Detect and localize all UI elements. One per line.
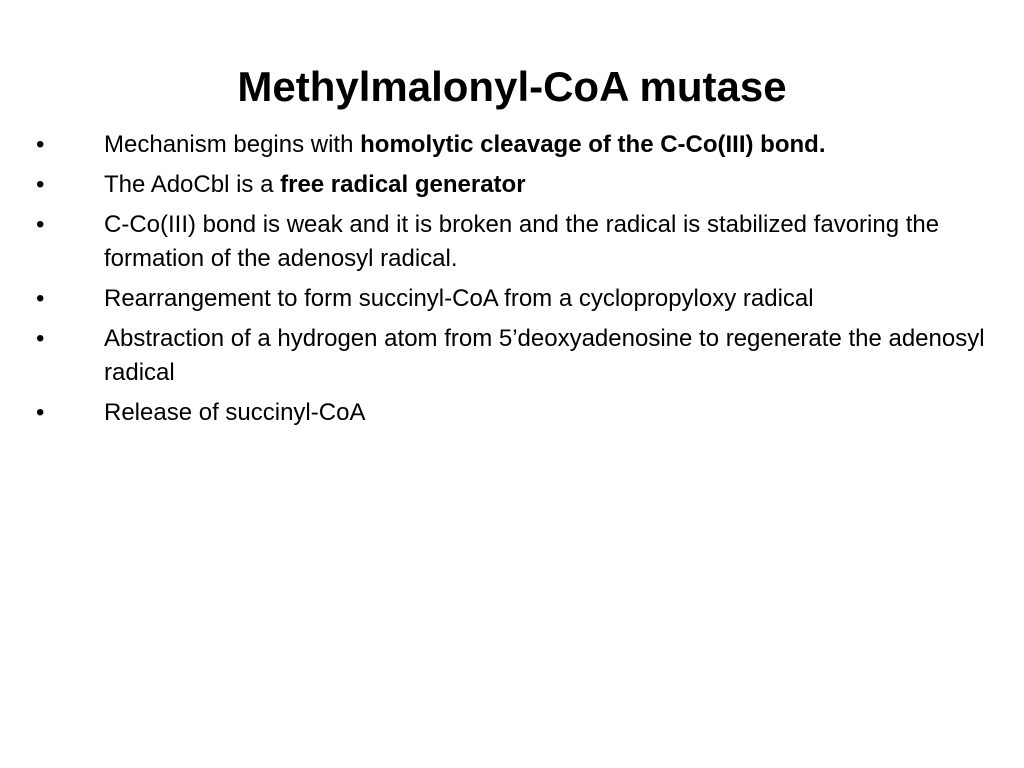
bullet-marker: • (36, 285, 45, 312)
slide-title: Methylmalonyl-CoA mutase (237, 63, 787, 110)
bullet-item (0, 282, 1024, 316)
bullet-bold-text: free radical generator (280, 171, 526, 198)
bullet-bold-text: homolytic cleavage of the C-Co(III) bond. (360, 131, 826, 158)
bullet-marker: • (36, 211, 45, 238)
bullet-marker: • (36, 131, 45, 158)
bullet-item (0, 128, 1024, 162)
bullet-text: C-Co(III) bond is weak and it is broken and the radical is stabilized favoring the formation of the adenosyl radical. (104, 211, 940, 272)
bullet-item (0, 168, 1024, 202)
bullet-item (0, 396, 1024, 430)
bullet-text: Release of succinyl-CoA (104, 399, 366, 426)
bullet-text: Rearrangement to form succinyl-CoA from a cyclopropyloxy radical (104, 285, 814, 312)
bullet-text: Abstraction of a hydrogen atom from 5’deoxyadenosine to regenerate the adenosyl radical (104, 325, 985, 386)
bullet-text: Mechanism begins with (104, 131, 361, 158)
bullet-list (0, 128, 1024, 436)
bullet-text: The AdoCbl is a (104, 171, 281, 198)
bullet-marker: • (36, 171, 45, 198)
bullet-item (0, 322, 1024, 390)
bullet-marker: • (36, 399, 45, 426)
bullet-marker: • (36, 325, 45, 352)
bullet-item (0, 208, 1024, 276)
